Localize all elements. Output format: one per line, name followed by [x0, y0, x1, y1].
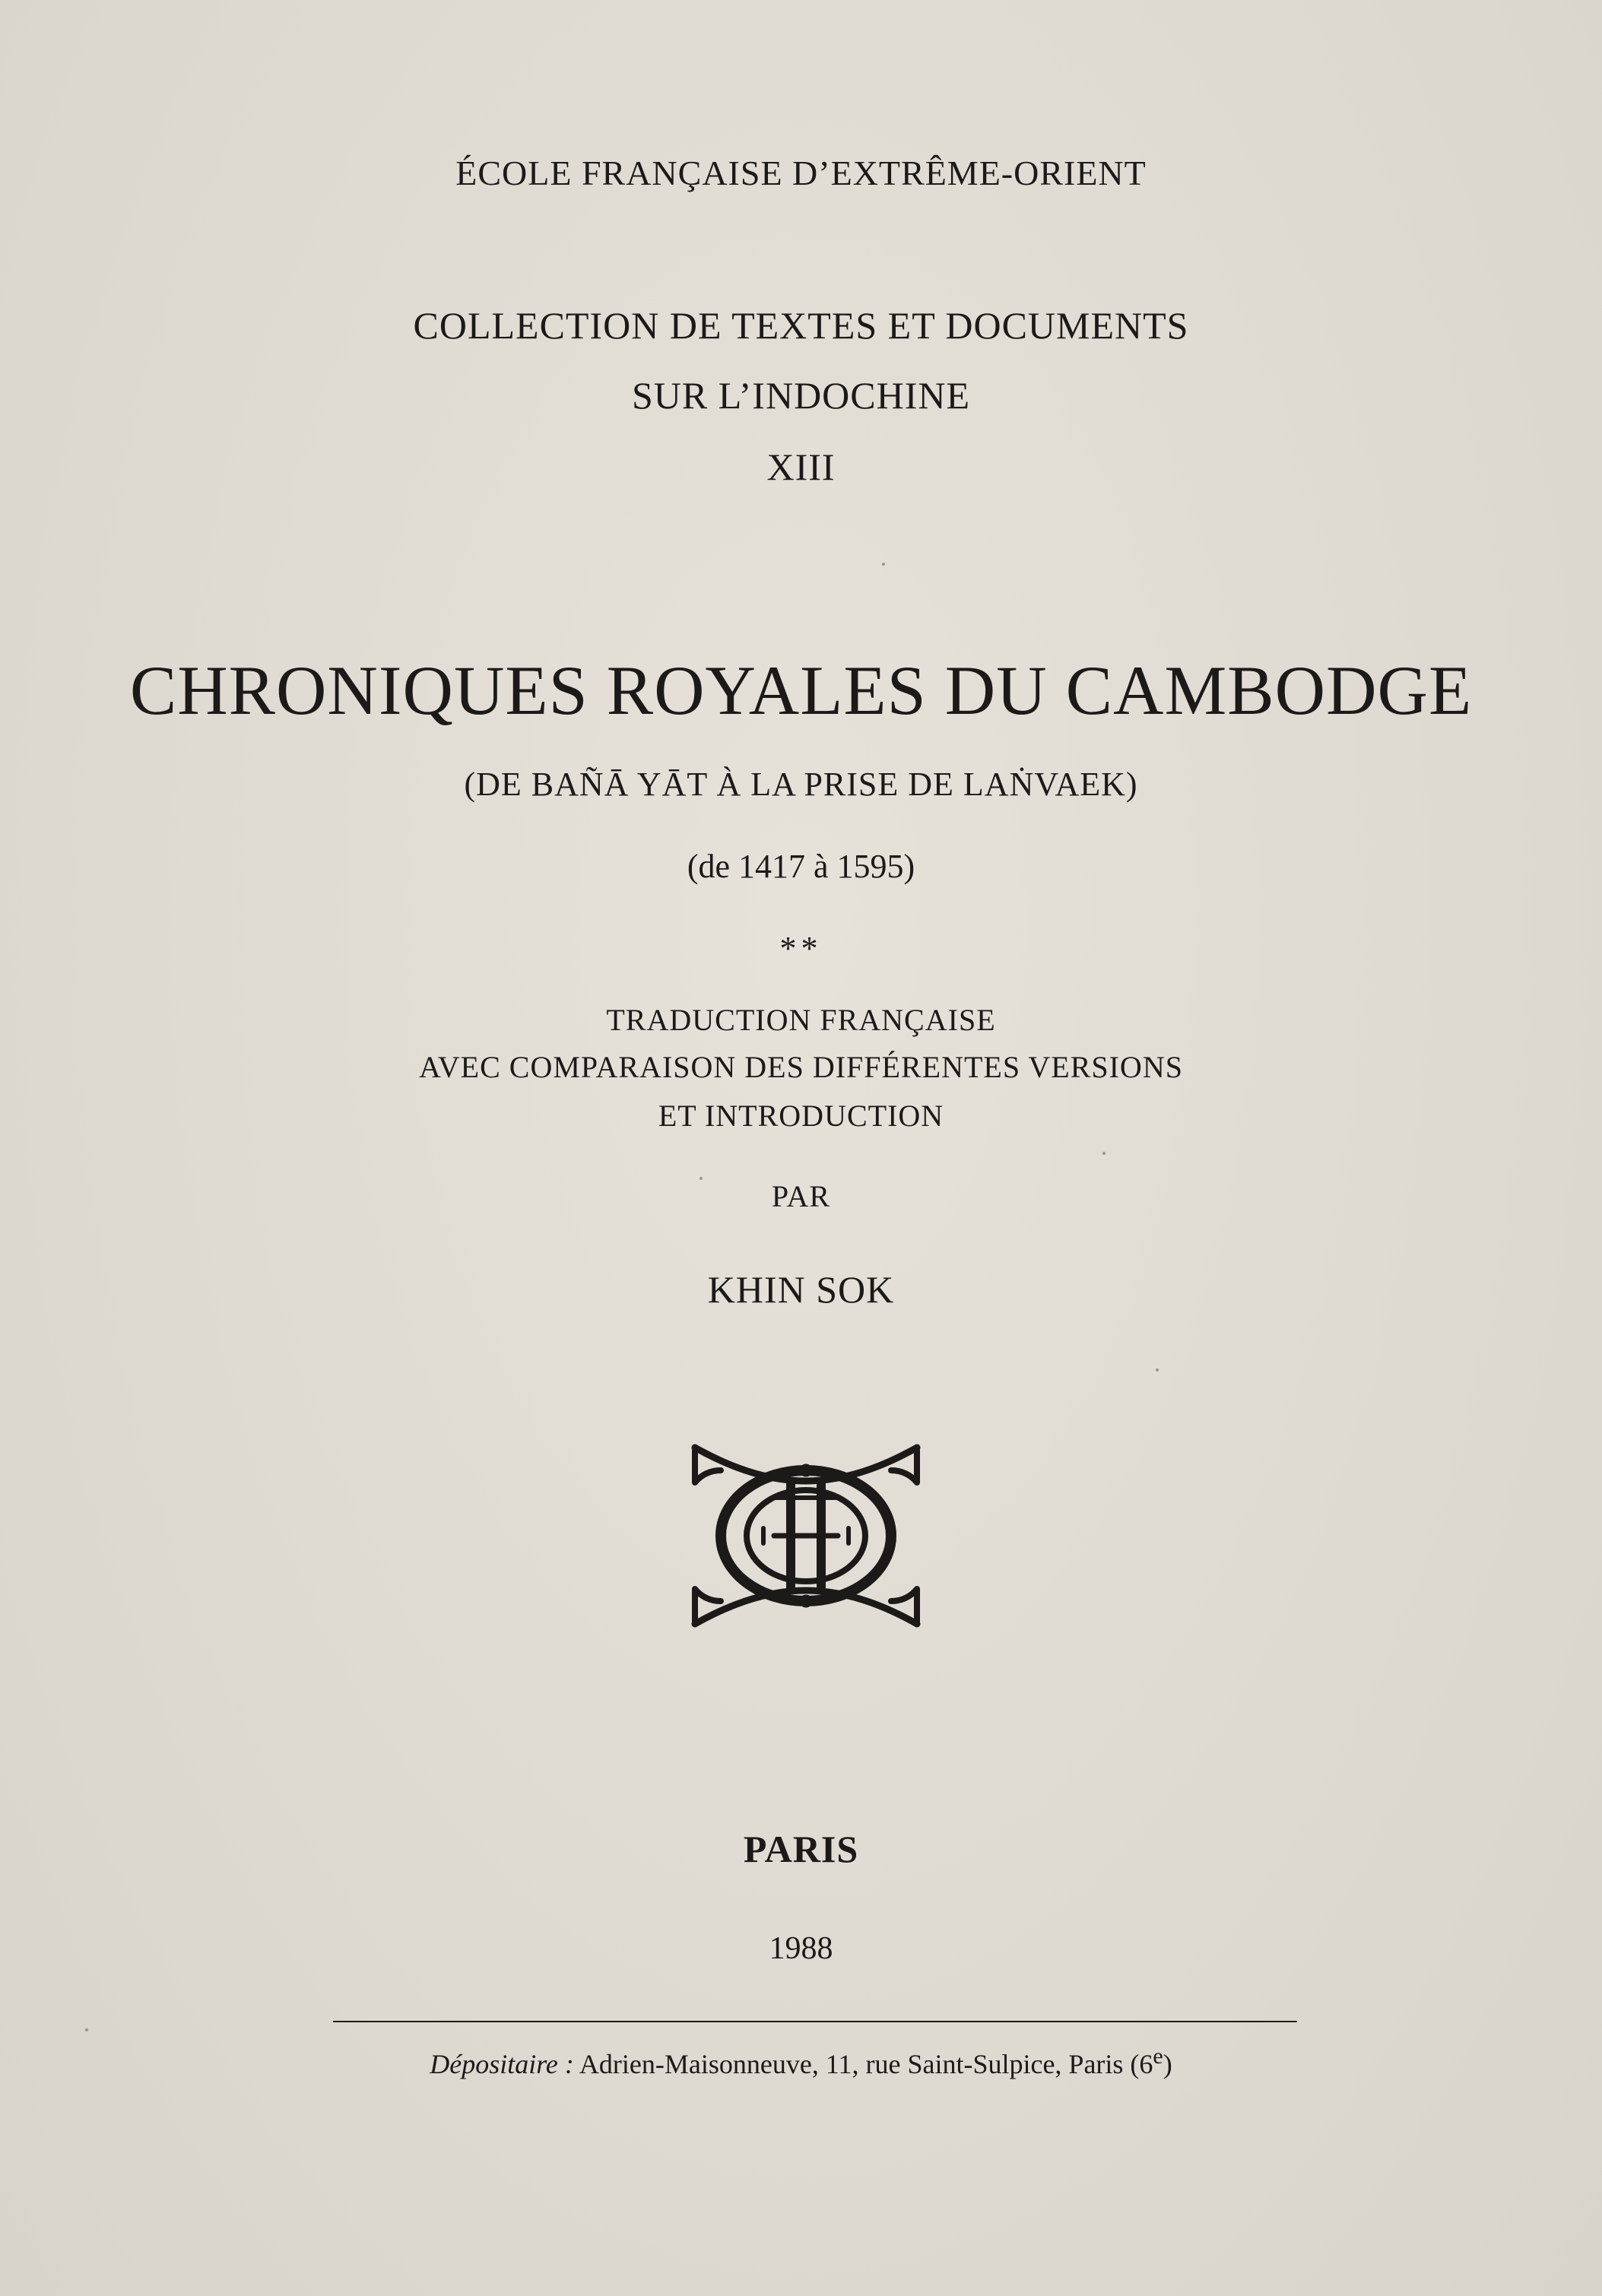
divider-rule — [333, 2021, 1297, 2022]
date-range: (de 1417 à 1595) — [687, 848, 915, 885]
efeo-monogram-icon — [684, 1437, 928, 1635]
description-line-3: ET INTRODUCTION — [658, 1099, 944, 1133]
publication-place: PARIS — [743, 1828, 859, 1870]
paper-speck — [882, 563, 885, 566]
volume-number: XIII — [766, 446, 836, 488]
depositaire-superscript: e — [1153, 2044, 1163, 2069]
publication-year: 1988 — [769, 1931, 833, 1966]
collection-title-line-2: SUR L’INDOCHINE — [631, 374, 971, 417]
depositaire-label: Dépositaire : — [430, 2049, 574, 2079]
description-line-1: TRADUCTION FRANÇAISE — [606, 1003, 996, 1037]
description-line-2: AVEC COMPARAISON DES DIFFÉRENTES VERSIONS — [419, 1050, 1183, 1084]
paper-speck — [85, 2028, 88, 2031]
depositaire-address: Adrien-Maisonneuve, 11, rue Saint-Sulpice, Paris (6 — [573, 2049, 1153, 2079]
by-label: PAR — [771, 1179, 831, 1213]
paper-speck — [699, 1177, 703, 1180]
paper-speck — [1102, 1152, 1106, 1155]
depositaire-closing: ) — [1163, 2049, 1172, 2079]
publisher-name: ÉCOLE FRANÇAISE D’EXTRÊME-ORIENT — [455, 154, 1147, 192]
paper-speck — [1156, 1368, 1159, 1372]
book-subtitle: (DE BAÑĀ YĀT À LA PRISE DE LAṄVAEK) — [464, 766, 1138, 803]
depositaire-line — [0, 2045, 1602, 2078]
book-title: CHRONIQUES ROYALES DU CAMBODGE — [129, 652, 1473, 729]
author-name: KHIN SOK — [707, 1268, 895, 1311]
part-marker: ** — [779, 930, 823, 967]
collection-title-line-1: COLLECTION DE TEXTES ET DOCUMENTS — [413, 304, 1189, 347]
